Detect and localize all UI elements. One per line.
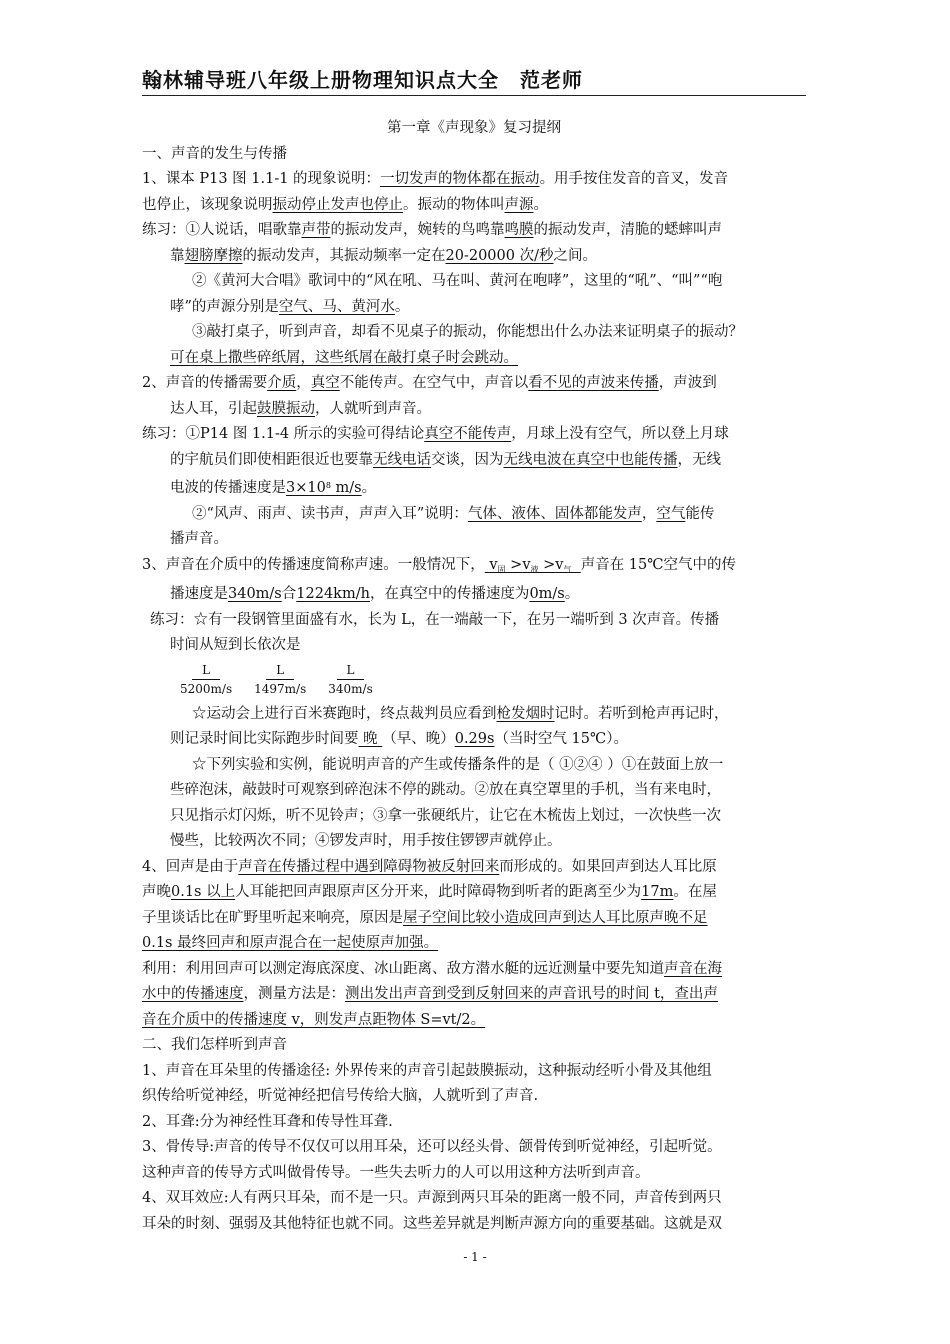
paragraph-1-line-2: 也停止，该现象说明振动停止发声也停止。振动的物体叫声源。 bbox=[142, 196, 548, 213]
fraction-water: $\frac{L}{1497m/s}$ bbox=[254, 662, 307, 696]
paragraph-2-line-1: 2、声音的传播需要介质，真空不能传声。在空气中，声音以看不见的声波来传播，声波到 bbox=[142, 375, 717, 391]
exercise-5-line-2: 播声音。 bbox=[170, 531, 228, 547]
exercise-6-line-1: 练习：☆有一段钢管里面盛有水，长为 L，在一端敲一下，在另一端听到 3 次声音。传播 bbox=[150, 611, 720, 628]
exercise-7-line-2: 则记录时间比实际跑步时间要 晚 （早、晚）0.29s（当时空气 15℃）。 bbox=[170, 731, 628, 747]
usage-line-2: 水中的传播速度，测量方法是：测出发出声音到受到反射回来的声音讯号的时间 t，查出声 bbox=[142, 986, 718, 1002]
speed-order-formula: $v_固 >v_液 >v_气$ bbox=[489, 556, 572, 574]
section-heading-1: 一、声音的发生与传播 bbox=[142, 145, 287, 162]
paragraph-4-line-2: 声晚0.1s 以上人耳能把回声跟原声区分开来，此时障碍物到听者的距离至少为17m。在屋 bbox=[142, 884, 717, 900]
point-1-line-2: 织传给听觉神经，听觉神经把信号传给大脑，人就听到了声音. bbox=[142, 1088, 539, 1104]
exercise-2-line-2: 哮”的声源分别是空气、马、黄河水。 bbox=[170, 298, 410, 315]
exercise-8-line-4: 慢些，比较两次不同；④锣发声时，用手按住锣锣声就停止。 bbox=[170, 833, 562, 849]
point-2: 2、耳聋:分为神经性耳聋和传导性耳聋. bbox=[142, 1113, 393, 1130]
exercise-6-line-2: 时间从短到长依次是 bbox=[170, 637, 301, 653]
exercise-4-line-1: 练习：①P14 图 1.1-4 所示的实验可得结论真空不能传声，月球上没有空气，所以登上月球 bbox=[142, 426, 729, 442]
section-heading-2: 二、我们怎样听到声音 bbox=[142, 1037, 287, 1053]
point-4-line-1: 4、双耳效应:人有两只耳朵，而不是一只。声源到两只耳朵的距离一般不同，声音传到两只 bbox=[142, 1190, 722, 1206]
page-header: 翰林辅导班八年级上册物理知识点大全 范老师 bbox=[142, 64, 806, 96]
paragraph-4-line-3: 子里谈话比在旷野里听起来响亮，原因是屋子空间比较小造成回声到达人耳比原声晚不足 bbox=[142, 909, 708, 926]
page-number: - 1 - bbox=[463, 1250, 487, 1264]
point-3-line-2: 这种声音的传导方式叫做骨传导。一些失去听力的人可以用这种方法听到声音。 bbox=[142, 1164, 650, 1181]
exercise-4-line-3: 电波的传播速度是$3\times 10^8$ m/s。 bbox=[170, 480, 377, 496]
fraction-air: $\frac{L}{340m/s}$ bbox=[328, 662, 373, 696]
point-4-line-2: 耳朵的时刻、强弱及其他特征也就不同。这些差异就是判断声源方向的重要基础。这就是双 bbox=[142, 1215, 722, 1232]
exercise-8-line-2: 些碎泡沫，敲鼓时可观察到碎泡沫不停的跳动。②放在真空罩里的手机，当有来电时， bbox=[170, 782, 721, 798]
point-3-line-1: 3、骨传导:声音的传导不仅仅可以用耳朵，还可以经头骨、颌骨传到听觉神经，引起听觉。 bbox=[142, 1139, 722, 1155]
point-1-line-1: 1、声音在耳朵里的传播途径: 外界传来的声音引起鼓膜振动，这种振动经听小骨及其他组 bbox=[142, 1062, 712, 1079]
fraction-answers bbox=[142, 661, 806, 698]
exercise-8-line-3: 只见指示灯闪烁，听不见铃声；③拿一张硬纸片，让它在木梳齿上划过，一次快些一次 bbox=[170, 807, 721, 824]
fraction-steel: $\frac{L}{5200m/s}$ bbox=[180, 662, 233, 696]
exercise-3-line-2: 可在桌上撒些碎纸屑，这些纸屑在敲打桌子时会跳动。 bbox=[170, 349, 518, 366]
paragraph-3-line-2: 播速度是340m/s合1224km/h，在真空中的传播速度为0m/s。 bbox=[170, 586, 580, 602]
exercise-1-line-2: 靠翅膀摩擦的振动发声，其振动频率一定在20-20000 次/秒之间。 bbox=[170, 247, 597, 264]
paragraph-2-line-2: 达人耳，引起鼓膜振动，人就听到声音。 bbox=[170, 400, 431, 417]
paragraph-1-line-1: 1、课本 P13 图 1.1-1 的现象说明：一切发声的物体都在振动。用手按住发音的音叉，发音 bbox=[142, 171, 729, 187]
exercise-7-line-1: ☆运动会上进行百米赛跑时，终点裁判员应看到枪发烟时记时。若听到枪声再记时， bbox=[192, 705, 729, 722]
exercise-5-line-1: ②“风声、雨声、读书声，声声入耳”说明：气体、液体、固体都能发声，空气能传 bbox=[192, 505, 715, 522]
usage-line-3: 音在介质中的传播速度 v，则发声点距物体 S=vt/2。 bbox=[142, 1011, 486, 1028]
paragraph-4-line-4: 0.1s 最终回声和原声混合在一起使原声加强。 bbox=[142, 935, 439, 951]
usage-line-1: 利用：利用回声可以测定海底深度、冰山距离、敌方潜水艇的远近测量中要先知道声音在海 bbox=[142, 960, 722, 977]
paragraph-3-line-1: 3、声音在介质中的传播速度简称声速。一般情况下， $v_固 >v_液 >v_气$ 声音在 15℃空气中的传 bbox=[142, 556, 736, 574]
paragraph-4-line-1: 4、回声是由于声音在传播过程中遇到障碍物被反射回来而形成的。如果回声到达人耳比原 bbox=[142, 858, 717, 875]
exercise-3-line-1: ③敲打桌子，听到声音，却看不见桌子的振动，你能想出什么办法来证明桌子的振动？ bbox=[192, 324, 743, 340]
exercise-8-line-1: ☆下列实验和实例，能说明声音的产生或传播条件的是（ ①②④ ）①在鼓面上放一 bbox=[192, 756, 724, 773]
exercise-1-line-1: 练习：①人说话，唱歌靠声带的振动发声，婉转的鸟鸣靠鸣膜的振动发声，清脆的蟋蟀叫声 bbox=[142, 222, 722, 238]
document-body bbox=[142, 116, 806, 1237]
exercise-4-line-2: 的宇航员们即使相距很近也要靠无线电话交谈，因为无线电波在真空中也能传播，无线 bbox=[170, 451, 721, 468]
exercise-2-line-1: ②《黄河大合唱》歌词中的“风在吼、马在叫、黄河在咆哮”，这里的“吼”、“叫”“咆 bbox=[192, 273, 723, 289]
chapter-title: 第一章《声现象》复习提纲 bbox=[387, 120, 561, 136]
